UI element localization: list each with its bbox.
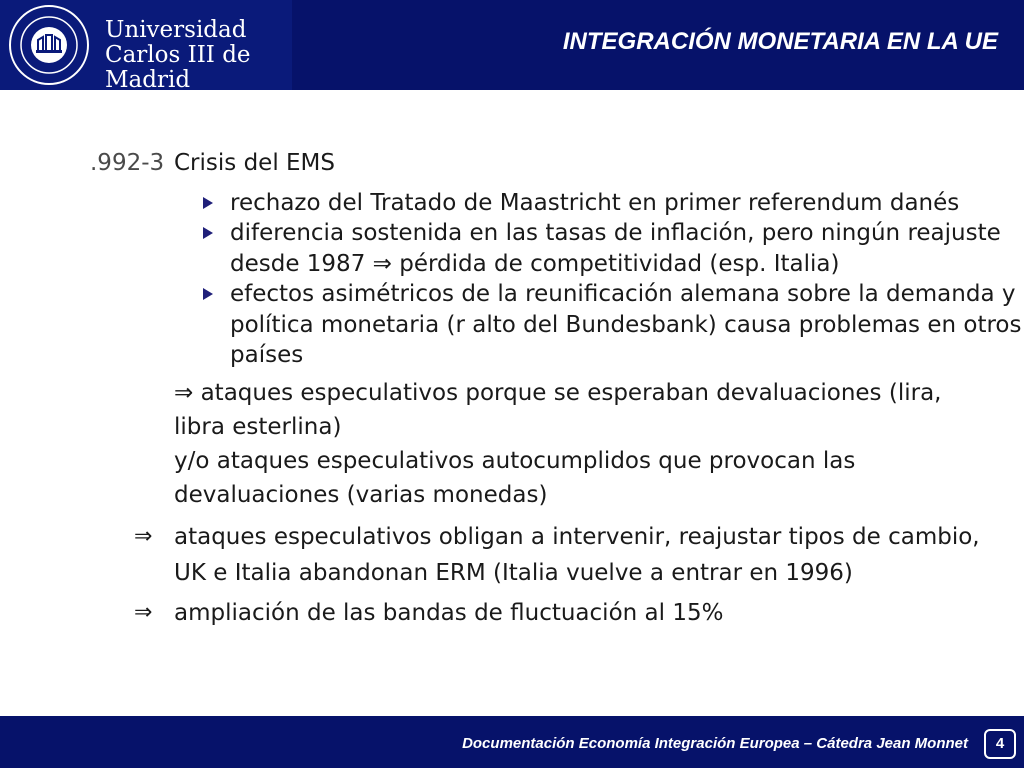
university-seal-icon xyxy=(8,4,90,86)
university-name xyxy=(105,18,292,93)
section-heading: Crisis del EMS xyxy=(174,150,335,176)
consequence-line-4: devaluaciones (varias monedas) xyxy=(174,482,548,508)
university-logo xyxy=(0,0,292,93)
bullet-2-line-1: diferencia sostenida en las tasas de inflación, pero ningún reajuste xyxy=(230,220,1001,246)
slide-content xyxy=(0,90,1024,716)
bullet-marker-icon xyxy=(203,288,213,300)
implies-arrow-icon: ⇒ xyxy=(134,524,153,549)
implies-arrow-icon: ⇒ xyxy=(134,600,153,625)
consequence-line-1: ⇒ ataques especulativos porque se esperaban devaluaciones (lira, xyxy=(174,380,942,406)
consequence-line-3: y/o ataques especulativos autocumplidos que provocan las xyxy=(174,448,856,474)
bullet-marker-icon xyxy=(203,227,213,239)
bullet-3-line-2: política monetaria (r alto del Bundesbank) causa problemas en otros xyxy=(230,312,1022,338)
bullet-marker-icon xyxy=(203,197,213,209)
header-bar xyxy=(0,0,1024,93)
university-line2: Carlos III de Madrid xyxy=(105,42,251,93)
arrow-item-1-line-1: ataques especulativos obligan a intervenir, reajustar tipos de cambio, xyxy=(174,524,980,550)
slide-title: INTEGRACIÓN MONETARIA EN LA UE xyxy=(562,28,998,55)
year-label: .992-3 xyxy=(90,150,165,176)
consequence-line-2: libra esterlina) xyxy=(174,414,342,440)
page-number: 4 xyxy=(984,729,1016,759)
bullet-1-line-1: rechazo del Tratado de Maastricht en primer referendum danés xyxy=(230,190,960,216)
footer-text: Documentación Economía Integración Europea – Cátedra Jean Monnet xyxy=(462,735,968,752)
footer-bar xyxy=(0,716,1024,768)
university-line1: Universidad xyxy=(105,17,247,43)
bullet-2-line-2: desde 1987 ⇒ pérdida de competitividad (esp. Italia) xyxy=(230,251,840,277)
arrow-item-1-line-2: UK e Italia abandonan ERM (Italia vuelve a entrar en 1996) xyxy=(174,560,853,586)
bullet-3-line-1: efectos asimétricos de la reunificación alemana sobre la demanda y xyxy=(230,281,1016,307)
bullet-3-line-3: países xyxy=(230,342,304,368)
arrow-item-2-line-1: ampliación de las bandas de fluctuación al 15% xyxy=(174,600,724,626)
